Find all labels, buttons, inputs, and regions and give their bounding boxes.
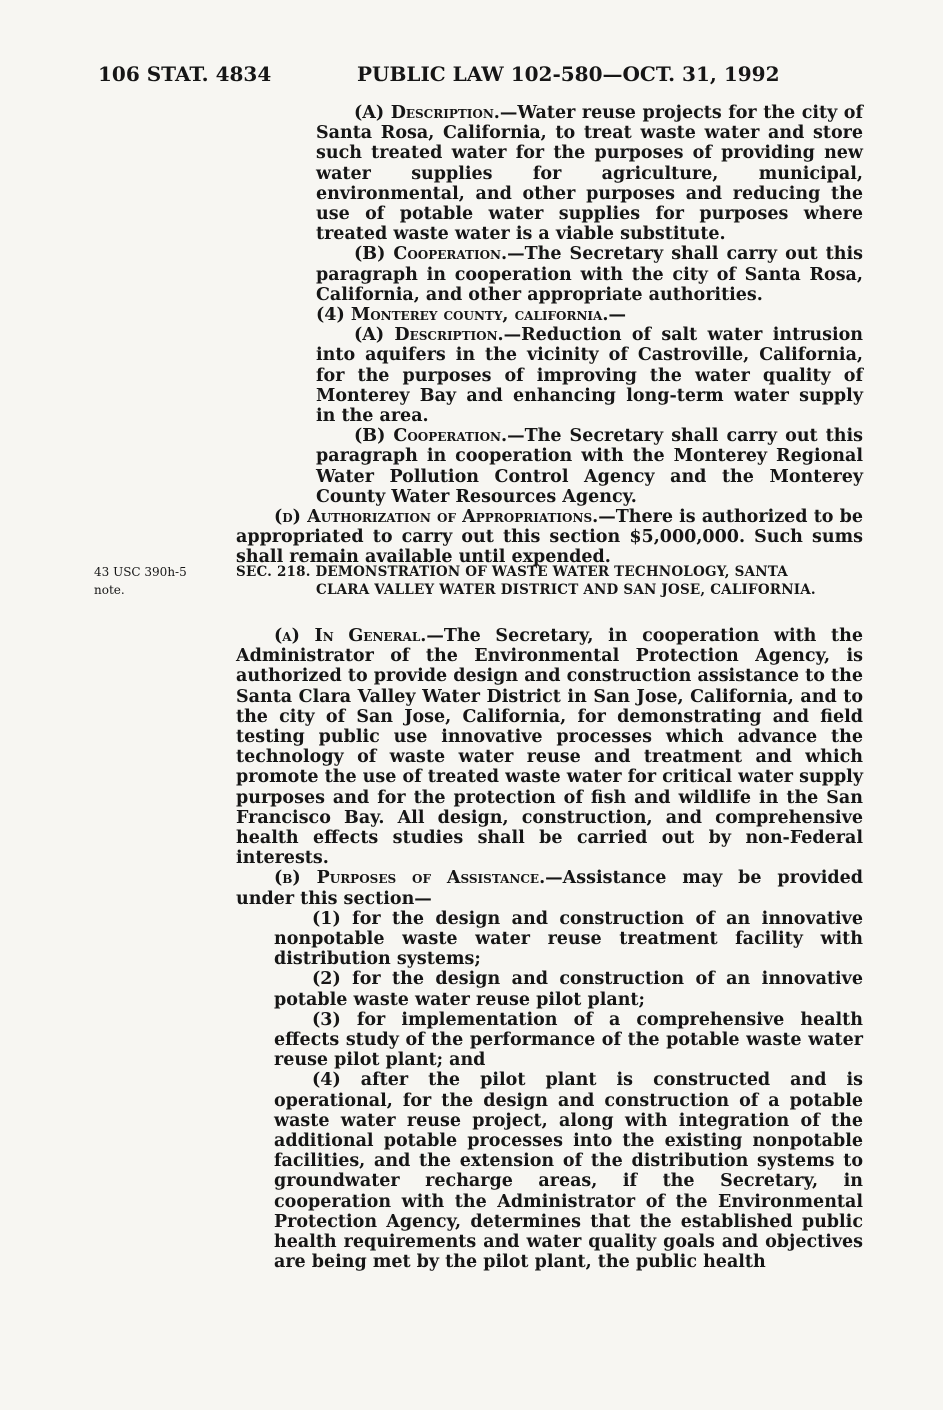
paragraph-b-purposes: (b) Purposes of Assistance.—Assistance may be provided under this section— [236,868,863,909]
paragraph-b2-cooperation: (B) Cooperation.—The Secretary shall carry out this paragraph in cooperation with the Monterey Regional Water Pollution Control Agency and the Monterey County Water Resources Agency. [316,426,863,507]
section-218-heading [236,563,863,599]
margin-note-line1: 43 USC 390h-5 [94,565,187,579]
section-218-body [236,626,863,1273]
list-item-1: (1) for the design and construction of an innovative nonpotable waste water reuse treatment facility with distribution systems; [274,908,863,970]
margin-note [94,563,214,599]
page-running-head: PUBLIC LAW 102-580—OCT. 31, 1992 [357,62,780,86]
paragraph-4-heading: (4) Monterey county, california.— [316,305,626,326]
section-heading-line1: SEC. 218. DEMONSTRATION OF WASTE WATER TECHNOLOGY, SANTA [236,564,788,580]
list-item-4: (4) after the pilot plant is constructed and is operational, for the design and construction of a potable waste water reuse project, along with integration of the additional potable processes into the existing nonpotable facilities, and the extension of the distribution systems to groundwater recharge areas, if the Secretary, in cooperation with the Administrator of the Environmental Protection Agency, determines that the established public health requirements and water quality goals and objectives are being met by the pilot plant, the public health [274,1070,863,1273]
paragraph-d-appropriations: (d) Authorization of Appropriations.—There is authorized to be appropriated to carry out this section $5,000,000. Such sums shall remain available until expended. [236,507,864,568]
paragraph-a-in-general: (a) In General.—The Secretary, in cooperation with the Administrator of the Environmental Protection Agency, is authorized to provide design and construction assistance to the Santa Clara Valley Water District in San Jose, California, and to the city of San Jose, California, for demonstrating and field testing public use innovative processes which advance the technology of waste water reuse and treatment and which promote the use of treated waste water for critical water supply purposes and for the protection of fish and wildlife in the San Francisco Bay. All design, construction, and comprehensive health effects studies shall be carried out by non-Federal interests. [236,626,864,869]
paragraph-a-description: (A) Description.—Water reuse projects for the city of Santa Rosa, California, to treat waste water and store such treated water for the purposes of providing new water supplies for agriculture, municipal, environmental, and other purposes and reducing the use of potable water supplies for purposes where treated waste water is a viable substitute. [316,103,863,245]
page-stat-citation: 106 STAT. 4834 [98,62,272,86]
section-217-continuation [236,103,863,568]
paragraph-a2-description: (A) Description.—Reduction of salt water intrusion into aquifers in the vicinity of Castroville, California, for the purposes of improving the water quality of Monterey Bay and enhancing long-term water supply in the area. [316,325,863,427]
section-heading-rest: CLARA VALLEY WATER DISTRICT AND SAN JOSE, CALIFORNIA. [316,582,816,598]
paragraph-b-cooperation: (B) Cooperation.—The Secretary shall carry out this paragraph in cooperation with the city of Santa Rosa, California, and other appropriate authorities. [316,244,863,305]
list-item-2: (2) for the design and construction of an innovative potable waste water reuse pilot plant; [274,969,863,1010]
margin-note-line2: note. [94,583,125,597]
list-item-3: (3) for implementation of a comprehensive health effects study of the performance of the potable waste water reuse pilot plant; and [274,1009,863,1071]
